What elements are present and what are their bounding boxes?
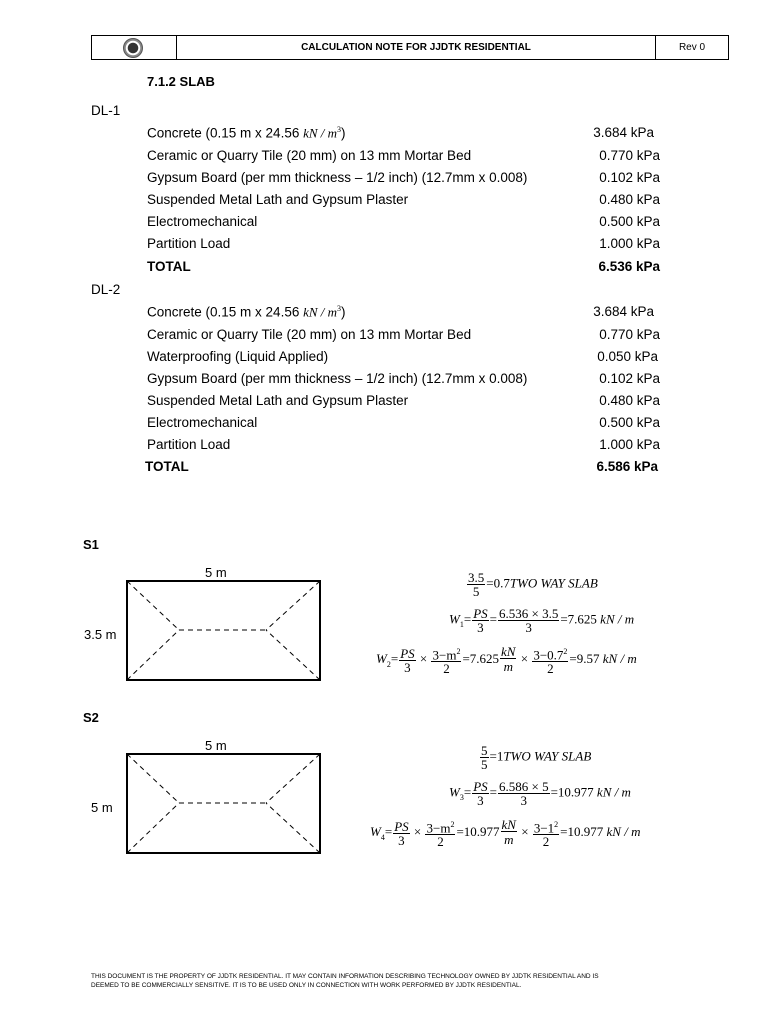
ratio-fraction xyxy=(467,571,485,598)
result: =10.977 xyxy=(550,784,597,800)
unit: kN / m xyxy=(596,784,631,800)
w-subscript: 2 xyxy=(386,659,391,669)
row-label: Gypsum Board (per mm thickness – 1/2 inch) (12.7mm x 0.008) xyxy=(147,170,528,185)
s1-height-label: 3.5 m xyxy=(84,627,117,642)
dl1-row xyxy=(147,148,662,166)
ratio-result: =1 xyxy=(489,748,504,764)
unit: kN / m xyxy=(606,824,641,840)
result: =7.625 xyxy=(560,611,601,627)
slab-s2-yield-lines xyxy=(127,754,320,853)
w-subscript: 4 xyxy=(380,832,385,842)
ratio-numerator: 3.5 xyxy=(468,570,485,585)
numerator: 6.536 × 3.5 xyxy=(498,606,559,621)
s1-ratio-equation xyxy=(466,571,598,598)
row-value: 3.684 kPa xyxy=(593,125,654,140)
total-label: TOTAL xyxy=(147,259,191,274)
row-value: 0.770 kPa xyxy=(599,327,660,342)
footer-line: DEEMED TO BE COMMERCIALLY SENSITIVE. IT IS TO BE USED ONLY IN CONNECTION WITH WORK PERFORMED BY JJDTK RESIDENTIAL. xyxy=(91,982,522,989)
slab-s2-outline xyxy=(127,754,320,853)
numerator: PS xyxy=(394,818,409,834)
row-value: 0.500 kPa xyxy=(599,415,660,430)
unit: kN / m xyxy=(602,651,637,667)
intermediate: =10.977 xyxy=(456,824,500,840)
w-symbol: W xyxy=(376,651,387,667)
dl2-row xyxy=(147,415,662,433)
row-label xyxy=(147,125,346,142)
dl2-total-row xyxy=(145,459,660,477)
numerator: PS xyxy=(473,779,488,794)
dl2-row xyxy=(147,371,662,389)
row-value: 0.050 kPa xyxy=(597,349,658,364)
company-logo-icon xyxy=(123,38,143,58)
numerator: PS xyxy=(473,606,488,621)
numerator: 3−m xyxy=(426,820,451,836)
dl1-row xyxy=(147,214,662,232)
exponent: 2 xyxy=(450,820,455,829)
dl2-row-concrete xyxy=(147,304,662,322)
fraction xyxy=(533,818,559,848)
fraction xyxy=(498,780,550,807)
row-value: 1.000 kPa xyxy=(599,236,660,251)
total-label: TOTAL xyxy=(145,459,189,474)
row-label: Suspended Metal Lath and Gypsum Plaster xyxy=(147,393,409,408)
s2-height-label: 5 m xyxy=(91,800,113,815)
ratio-result: =0.7 xyxy=(486,575,510,591)
s2-w3-equation: $W_3=$ $\frac{PS}{3}$ = $\frac{6.586 \times 5}{3}$ =10.977 kN / m xyxy=(449,779,631,808)
ratio-numerator: 5 xyxy=(481,743,488,758)
exponent: 2 xyxy=(456,647,461,656)
ratio-text: TWO WAY SLAB xyxy=(503,748,592,764)
dl2-row xyxy=(147,349,662,367)
row-label: Electromechanical xyxy=(147,214,258,229)
row-label: Gypsum Board (per mm thickness – 1/2 inch) (12.7mm x 0.008) xyxy=(147,371,528,386)
unit-exponent: 3 xyxy=(337,125,342,134)
row-value: 0.770 kPa xyxy=(599,148,660,163)
ratio-fraction xyxy=(480,744,489,771)
slab-s2-diagram xyxy=(126,753,322,855)
unit: kN / m xyxy=(600,611,635,627)
s1-w1-equation: $W_1=$ $\frac{PS}{3}$ = $\frac{6.536 \times 3.5}{3}$ =7.625 kN / m xyxy=(449,606,635,635)
section-heading: 7.1.2 SLAB xyxy=(147,74,215,89)
row-value: 1.000 kPa xyxy=(599,437,660,452)
row-value: 0.102 kPa xyxy=(599,170,660,185)
denominator: 3 xyxy=(520,793,528,808)
unit-denominator: m xyxy=(503,659,513,675)
fraction xyxy=(399,647,415,674)
denominator: 2 xyxy=(542,834,550,850)
fraction xyxy=(431,645,461,675)
w-symbol: W xyxy=(370,824,381,840)
dl2-row xyxy=(147,437,662,455)
dl2-row xyxy=(147,393,662,411)
numerator: 3−m xyxy=(432,647,457,663)
w-subscript: 1 xyxy=(459,620,464,630)
slab-s1-tag: S1 xyxy=(83,537,99,552)
denominator: 2 xyxy=(437,834,444,850)
denominator: 3 xyxy=(398,832,405,848)
denominator: 3 xyxy=(525,620,532,635)
concrete-label: Concrete (0.15 m x 24.56 xyxy=(147,125,304,141)
row-label: Partition Load xyxy=(147,437,231,452)
logo-cell xyxy=(92,36,177,59)
numerator: 6.586 × 5 xyxy=(498,779,549,794)
unit-denominator: m xyxy=(504,832,514,848)
fraction xyxy=(532,645,568,675)
unit-text: kN / m xyxy=(303,125,338,141)
concrete-label: Concrete (0.15 m x 24.56 xyxy=(147,304,304,320)
unit-fraction xyxy=(500,645,516,675)
dl1-row-concrete xyxy=(147,125,662,143)
ratio-denominator: 5 xyxy=(472,584,480,599)
row-label: Ceramic or Quarry Tile (20 mm) on 13 mm Mortar Bed xyxy=(147,327,472,342)
intermediate: =7.625 xyxy=(462,651,500,667)
dl2-label: DL-2 xyxy=(91,282,121,297)
row-value: 0.102 kPa xyxy=(599,371,660,386)
numerator: 3−0.7 xyxy=(533,647,564,663)
row-label: Electromechanical xyxy=(147,415,258,430)
unit-numerator: kN xyxy=(501,644,516,660)
ratio-text: TWO WAY SLAB xyxy=(509,575,598,591)
dl2-row xyxy=(147,327,662,345)
row-value: 0.480 kPa xyxy=(599,393,660,408)
row-label: Suspended Metal Lath and Gypsum Plaster xyxy=(147,192,409,207)
dl1-row xyxy=(147,236,662,254)
unit-text: kN / m xyxy=(303,304,338,320)
s2-ratio-equation xyxy=(479,744,591,771)
dl1-row xyxy=(147,192,662,210)
slab-s1-diagram xyxy=(126,580,322,682)
unit-exponent: 3 xyxy=(337,304,342,313)
fraction xyxy=(498,607,559,634)
fraction xyxy=(425,818,455,848)
exponent: 2 xyxy=(563,647,568,656)
s1-width-label: 5 m xyxy=(205,565,227,580)
header-title: CALCULATION NOTE FOR JJDTK RESIDENTIAL xyxy=(301,42,531,53)
slab-s1-yield-lines xyxy=(127,581,320,680)
row-value: 3.684 kPa xyxy=(593,304,654,319)
exponent: 2 xyxy=(554,820,559,829)
denominator: 2 xyxy=(547,661,554,677)
unit-fraction xyxy=(501,818,517,848)
s2-w4-equation: $W_4=$ $\frac{PS}{3}$ × $\frac{3-m^2}{2}$ =10.977 $\frac{kN}{m}$ × $\frac{3-1^2}{2}$ =10.977 kN / m xyxy=(370,817,641,850)
fraction xyxy=(472,607,488,634)
dl1-row xyxy=(147,170,662,188)
w-subscript: 3 xyxy=(459,793,464,803)
w-symbol: W xyxy=(449,611,460,627)
concrete-label-end: ) xyxy=(341,304,346,320)
s1-w2-equation: $W_2=$ $\frac{PS}{3}$ × $\frac{3-m^2}{2}$ =7.625 $\frac{kN}{m}$ × $\frac{3-0.7^2}{2}$ =9.57 kN / m xyxy=(376,644,637,677)
fraction xyxy=(393,820,409,847)
denominator: 2 xyxy=(443,661,450,677)
dl1-total-row xyxy=(147,259,662,277)
row-value: 0.500 kPa xyxy=(599,214,660,229)
numerator: PS xyxy=(400,645,415,661)
unit-numerator: kN xyxy=(501,817,516,833)
fraction xyxy=(472,780,488,807)
slab-s2-tag: S2 xyxy=(83,710,99,725)
dl1-label: DL-1 xyxy=(91,103,121,118)
numerator: 3−1 xyxy=(533,820,555,836)
total-value: 6.586 kPa xyxy=(596,459,658,474)
denominator: 3 xyxy=(477,620,484,635)
s2-width-label: 5 m xyxy=(205,738,227,753)
ratio-denominator: 5 xyxy=(481,757,488,772)
result: =9.57 xyxy=(569,651,603,667)
row-label: Waterproofing (Liquid Applied) xyxy=(147,349,329,364)
denominator: 3 xyxy=(477,793,484,808)
row-label: Ceramic or Quarry Tile (20 mm) on 13 mm Mortar Bed xyxy=(147,148,472,163)
revision-label: Rev 0 xyxy=(655,36,728,59)
concrete-label-end: ) xyxy=(341,125,346,141)
document-header xyxy=(91,35,729,60)
slab-s1-outline xyxy=(127,581,320,680)
row-label: Partition Load xyxy=(147,236,231,251)
row-value: 0.480 kPa xyxy=(599,192,660,207)
footer-line: THIS DOCUMENT IS THE PROPERTY OF JJDTK RESIDENTIAL. IT MAY CONTAIN INFORMATION DESCRIBING TECHNOLOGY OWNED BY JJDTK RESIDENTIAL AND IS xyxy=(91,973,599,980)
w-symbol: W xyxy=(449,784,460,800)
denominator: 3 xyxy=(404,659,411,675)
total-value: 6.536 kPa xyxy=(598,259,660,274)
result: =10.977 xyxy=(560,824,607,840)
confidentiality-footer xyxy=(91,972,691,990)
row-label xyxy=(147,304,346,321)
